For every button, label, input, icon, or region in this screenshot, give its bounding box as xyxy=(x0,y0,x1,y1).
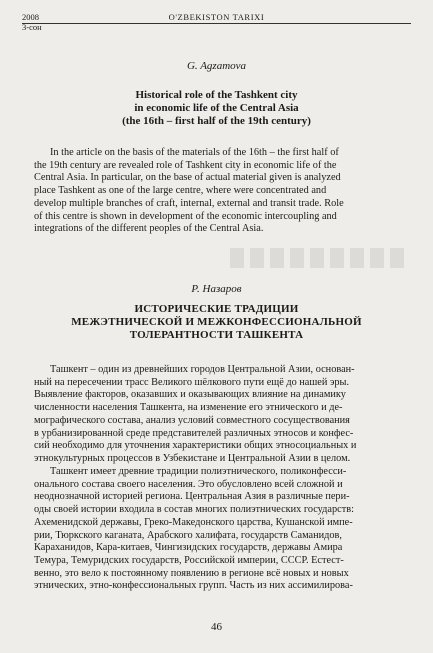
header-year: 2008 xyxy=(22,12,39,22)
header-rule xyxy=(22,23,411,24)
ru-author: Р. Назаров xyxy=(191,283,242,295)
en-abstract-line: develop multiple branches of craft, internal, external and transit trade. Role xyxy=(34,197,344,209)
en-abstract xyxy=(34,147,411,236)
en-abstract-line: of this centre is shown in development of the economic intercoupling and xyxy=(34,210,337,222)
en-abstract-line: Central Asia. In particular, on the base of actual material given is analyzed xyxy=(34,172,341,184)
ru-paragraph-line: численности населения Ташкента, на изменение его этнического и де- xyxy=(34,402,343,414)
en-abstract-line: place Tashkent as one of the large centre, where were concentrated and xyxy=(34,185,327,197)
en-abstract-line: integrations of the different peoples of the Central Asia. xyxy=(34,223,264,235)
ru-paragraph-line: этнических, этно-конфессиональных групп. Часть из них ассимилирова- xyxy=(34,580,353,592)
header-issue: 3-сон xyxy=(22,22,42,32)
en-abstract-line: In the article on the basis of the materials of the 16th – the first half of xyxy=(50,147,339,158)
ru-paragraph-line: Ташкент – один из древнейших городов Центральной Азии, основан- xyxy=(50,364,355,375)
ru-paragraph-line: этнокультурных процессов в Узбекистане и Центральной Азии в целом. xyxy=(34,452,351,464)
en-abstract-line: the 19th century are revealed role of Tashkent city in economic life of the xyxy=(34,159,337,171)
ru-paragraph-line: мографического состава, анализ условий совместного сосуществования xyxy=(34,414,350,426)
ru-paragraph-line: Темура, Темуридских государств, Российской империи, СССР. Естест- xyxy=(34,554,344,566)
ru-paragraph-line: Выявление факторов, оказавших и оказывающих влияние на динамику xyxy=(34,389,346,401)
en-title-line: in economic life of the Central Asia xyxy=(134,102,299,114)
en-title xyxy=(40,89,393,128)
ru-title-line: ИСТОРИЧЕСКИЕ ТРАДИЦИИ xyxy=(134,303,299,315)
ru-title xyxy=(40,303,393,342)
en-title-line: (the 16th – first half of the 19th century) xyxy=(122,115,311,127)
header-journal-title: O'ZBEKISTON TARIXI xyxy=(168,12,265,22)
en-title-line: Historical role of the Tashkent city xyxy=(135,89,298,101)
paper-show-through xyxy=(230,248,410,268)
ru-paragraph-line: Ташкент имеет древние традиции полиэтнического, поликонфесси- xyxy=(50,466,347,477)
ru-paragraph-line: оды своей истории входила в состав многих полиэтнических государств: xyxy=(34,504,354,516)
running-header xyxy=(22,10,411,38)
ru-paragraph-line: онального состава своего населения. Это обусловлено всей сложной и xyxy=(34,478,343,490)
ru-paragraph-line: в урбанизированной среде представителей различных этносов и конфес- xyxy=(34,427,354,439)
ru-title-line: МЕЖЭТНИЧЕСКОЙ И МЕЖКОНФЕССИОНАЛЬНОЙ xyxy=(71,316,362,328)
ru-paragraph-line: венно, это вело к постоянному появлению в регионе всё новых и новых xyxy=(34,567,349,579)
ru-paragraph-line: Ахеменидской державы, Греко-Македонского царства, Кушанской импе- xyxy=(34,516,353,528)
page-number: 46 xyxy=(211,621,222,633)
ru-paragraph-line: Караханидов, Кара-китаев, Чингизидских государств, державы Амира xyxy=(34,542,343,554)
ru-paragraph-1 xyxy=(34,364,411,466)
ru-paragraph-line: ный на пересечении трасс Великого шёлкового пути ещё до нашей эры. xyxy=(34,376,350,388)
en-author: G. Agzamova xyxy=(186,60,247,72)
ru-paragraph-line: сий необходимо для уточнения характеристики общих этносоциальных и xyxy=(34,440,357,452)
ru-title-line: ТОЛЕРАНТНОСТИ ТАШКЕНТА xyxy=(129,329,304,341)
ru-paragraph-line: рии, Тюркского каганата, Арабского халифата, государств Саманидов, xyxy=(34,529,342,541)
ru-paragraph-line: неоднозначной историей региона. Центральная Азия в различные пери- xyxy=(34,491,350,503)
ru-paragraph-2 xyxy=(34,466,411,593)
